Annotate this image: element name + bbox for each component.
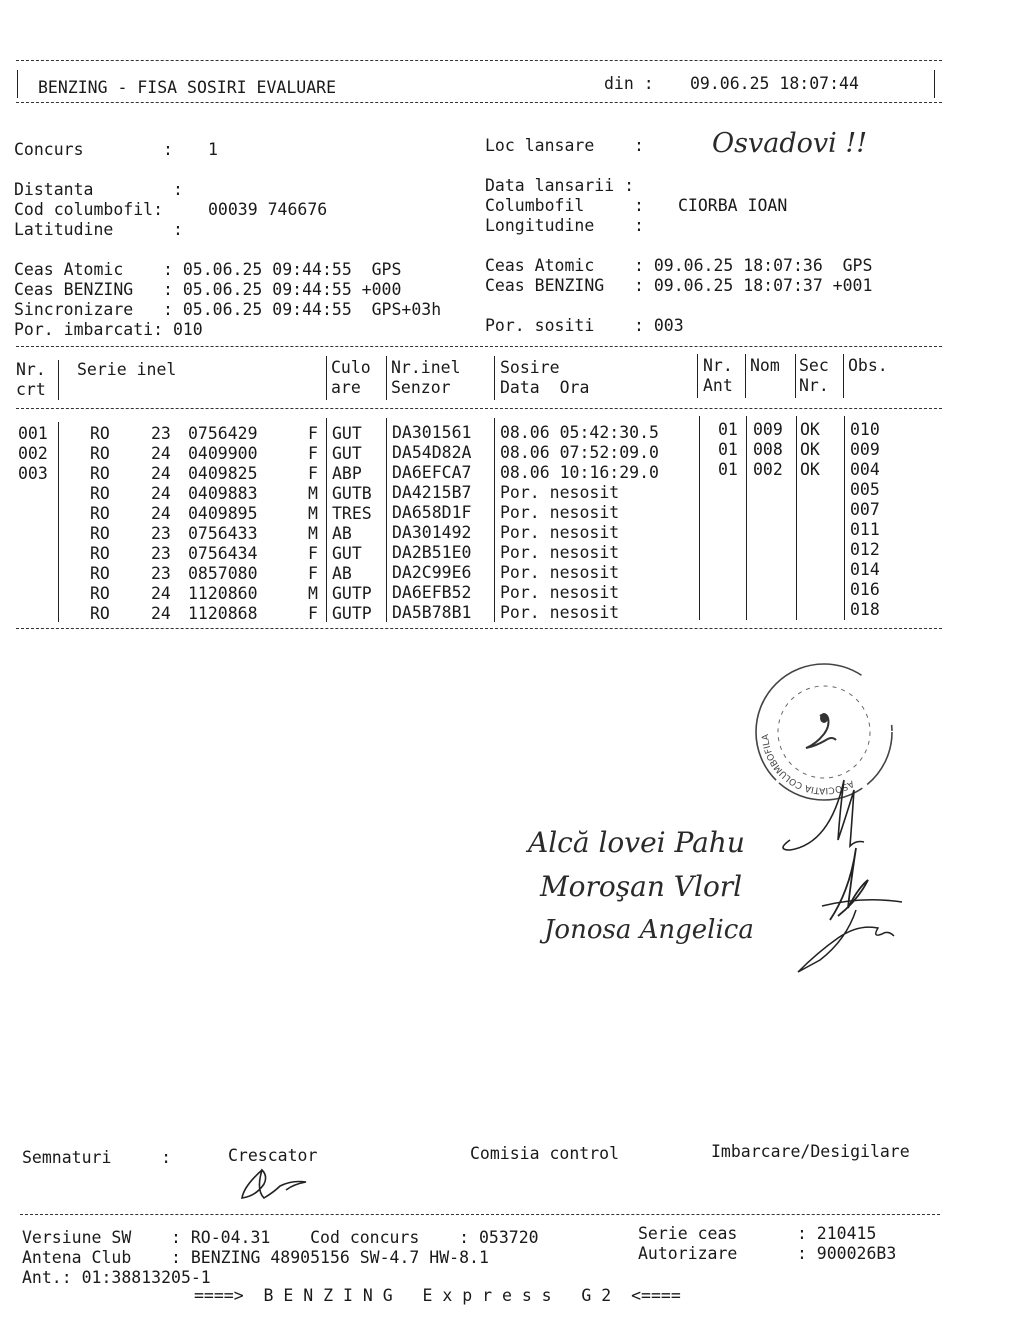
cell-an: 24 xyxy=(151,444,171,463)
cell-sosire: 08.06 05:42:30.5 xyxy=(500,423,659,442)
col-nr-head-2: crt xyxy=(16,380,46,399)
cell-senzor: DA6EFB52 xyxy=(392,583,472,602)
cell-obs: 009 xyxy=(850,440,880,459)
cell-obs: 018 xyxy=(850,600,880,619)
col-sep-header-7 xyxy=(795,354,796,398)
cell-inel: 1120860 xyxy=(188,584,258,603)
cell-sosire: 08.06 07:52:09.0 xyxy=(500,443,659,462)
cell-sosire: Por. nesosit xyxy=(500,483,620,502)
cell-culoare: AB xyxy=(332,524,352,543)
cell-sex: M xyxy=(308,504,318,523)
nr-crt-2: 002 xyxy=(18,444,48,463)
distanta-label: Distanta : xyxy=(14,180,183,199)
col-inel-head-1: Nr.inel xyxy=(391,358,461,377)
cell-tara: RO xyxy=(90,544,110,563)
col-sep-2 xyxy=(326,418,327,622)
cell-culoare: GUTP xyxy=(332,584,372,603)
cell-inel: 0409825 xyxy=(188,464,258,483)
report-title: BENZING - FISA SOSIRI EVALUARE xyxy=(38,78,337,97)
clock-left-atomic: Ceas Atomic : 05.06.25 09:44:55 GPS xyxy=(14,260,402,279)
col-serie-head: Serie inel xyxy=(77,360,177,379)
footer-serie-ceas: Serie ceas : 210415 xyxy=(638,1224,877,1243)
cell-tara: RO xyxy=(90,484,110,503)
cell-nom: 008 xyxy=(753,440,783,459)
cell-tara: RO xyxy=(90,464,110,483)
cell-senzor: DA2B51E0 xyxy=(392,543,472,562)
longitudine-label: Longitudine : xyxy=(485,216,644,235)
cell-sex: F xyxy=(308,444,318,463)
cell-culoare: ABP xyxy=(332,464,362,483)
cell-obs: 011 xyxy=(850,520,880,539)
table-header-rule xyxy=(16,408,942,409)
cell-obs: 004 xyxy=(850,460,880,479)
footer-banner: ====> B E N Z I N G E x p r e s s G 2 <==== xyxy=(194,1286,681,1305)
cell-nom: 002 xyxy=(753,460,783,479)
col-sep-3 xyxy=(386,418,387,622)
col-sep-5 xyxy=(699,416,700,620)
crescator-label: Crescator xyxy=(228,1146,318,1165)
col-nr-head-1: Nr. xyxy=(16,360,46,379)
cell-an: 23 xyxy=(151,544,171,563)
col-culoare-head-1: Culo xyxy=(331,358,371,377)
cell-ant: 01 xyxy=(718,420,738,439)
columbofil-value: CIORBA IOAN xyxy=(678,196,788,215)
cell-ant: 01 xyxy=(718,440,738,459)
cell-obs: 007 xyxy=(850,500,880,519)
loc-lansare-label: Loc lansare : xyxy=(485,136,644,155)
cell-culoare: AB xyxy=(332,564,352,583)
cell-obs: 012 xyxy=(850,540,880,559)
cell-an: 24 xyxy=(151,464,171,483)
cell-sex: M xyxy=(308,484,318,503)
cell-obs: 016 xyxy=(850,580,880,599)
col-sep-1 xyxy=(58,422,59,622)
cell-culoare: GUTB xyxy=(332,484,372,503)
cell-sosire: Por. nesosit xyxy=(500,503,620,522)
semnaturi-label: Semnaturi : xyxy=(22,1148,172,1167)
report-date-label: din : xyxy=(604,74,654,93)
commission-name-1: Alcă lovei Pahu xyxy=(528,826,745,859)
footer-antena: Antena Club : BENZING 48905156 SW-4.7 HW-8.1 xyxy=(22,1248,489,1267)
col-sep-4 xyxy=(494,418,495,622)
nr-crt-3: 003 xyxy=(18,464,48,483)
cell-inel: 0409883 xyxy=(188,484,258,503)
footer-autorizare: Autorizare : 900026B3 xyxy=(638,1244,897,1263)
cell-tara: RO xyxy=(90,524,110,543)
cell-an: 24 xyxy=(151,584,171,603)
cell-sosire: 08.06 10:16:29.0 xyxy=(500,463,659,482)
cell-an: 24 xyxy=(151,484,171,503)
table-bottom-rule xyxy=(16,628,942,629)
commission-name-2: Moroşan Vlorl xyxy=(540,870,743,903)
cell-sex: M xyxy=(308,584,318,603)
col-sosire-head-2: Data Ora xyxy=(500,378,590,397)
cell-sec: OK xyxy=(800,440,820,459)
col-sep-header-8 xyxy=(843,354,844,398)
cell-tara: RO xyxy=(90,564,110,583)
cell-obs: 005 xyxy=(850,480,880,499)
cod-columbofil-value: 00039 746676 xyxy=(208,200,328,219)
cod-columbofil-label: Cod columbofil: xyxy=(14,200,164,219)
cell-sosire: Por. nesosit xyxy=(500,523,620,542)
report-date-value: 09.06.25 18:07:44 xyxy=(690,74,859,93)
cell-senzor: DA6EFCA7 xyxy=(392,463,472,482)
cell-senzor: DA54D82A xyxy=(392,443,472,462)
cell-sex: M xyxy=(308,524,318,543)
col-sep-7 xyxy=(796,416,797,620)
cell-ant: 01 xyxy=(718,460,738,479)
cell-senzor: DA658D1F xyxy=(392,503,472,522)
concurs-label: Concurs : xyxy=(14,140,173,159)
columbofil-label: Columbofil : xyxy=(485,196,644,215)
imbarcare-desigilare-label: Imbarcare/Desigilare xyxy=(711,1142,910,1161)
col-nom-head: Nom xyxy=(750,356,780,375)
cell-culoare: GUT xyxy=(332,424,362,443)
nr-crt-1: 001 xyxy=(18,424,48,443)
cell-sex: F xyxy=(308,564,318,583)
cell-inel: 0409895 xyxy=(188,504,258,523)
table-top-rule xyxy=(16,346,942,347)
cell-obs: 010 xyxy=(850,420,880,439)
col-sec-head-2: Nr. xyxy=(799,376,829,395)
cell-inel: 0857080 xyxy=(188,564,258,583)
col-ant-head-2: Ant xyxy=(703,376,733,395)
cell-culoare: TRES xyxy=(332,504,372,523)
cell-sex: F xyxy=(308,464,318,483)
cell-senzor: DA4215B7 xyxy=(392,483,472,502)
cell-inel: 0756434 xyxy=(188,544,258,563)
col-sep-8 xyxy=(844,416,845,620)
col-sep-header-6 xyxy=(745,354,746,398)
cell-tara: RO xyxy=(90,584,110,603)
header-right-bar xyxy=(934,70,935,98)
cell-inel: 0409900 xyxy=(188,444,258,463)
cell-tara: RO xyxy=(90,504,110,523)
cell-senzor: DA301561 xyxy=(392,423,472,442)
cell-tara: RO xyxy=(90,604,110,623)
cell-sex: F xyxy=(308,604,318,623)
por-sositi: Por. sositi : 003 xyxy=(485,316,684,335)
cell-inel: 0756433 xyxy=(188,524,258,543)
por-imbarcati: Por. imbarcati: 010 xyxy=(14,320,203,339)
data-lansarii-label: Data lansarii : xyxy=(485,176,635,195)
comisia-control-label: Comisia control xyxy=(470,1144,620,1163)
footer-versiune: Versiune SW : RO-04.31 Cod concurs : 053720 xyxy=(22,1228,539,1247)
cell-sec: OK xyxy=(800,420,820,439)
cell-an: 23 xyxy=(151,524,171,543)
col-ant-head-1: Nr. xyxy=(703,356,733,375)
col-sep-header-2 xyxy=(326,356,327,400)
clock-right-atomic: Ceas Atomic : 09.06.25 18:07:36 GPS xyxy=(485,256,873,275)
col-sep-header-3 xyxy=(386,356,387,400)
clock-left-benzing: Ceas BENZING : 05.06.25 09:44:55 +000 xyxy=(14,280,402,299)
cell-inel: 1120868 xyxy=(188,604,258,623)
cell-sosire: Por. nesosit xyxy=(500,583,620,602)
cell-an: 23 xyxy=(151,424,171,443)
col-sep-header-5 xyxy=(697,354,698,398)
crescator-signature xyxy=(236,1166,326,1206)
col-sep-header-4 xyxy=(494,356,495,400)
col-inel-head-2: Senzor xyxy=(391,378,451,397)
footer-rule xyxy=(20,1214,940,1215)
cell-culoare: GUT xyxy=(332,544,362,563)
cell-sex: F xyxy=(308,544,318,563)
cell-sosire: Por. nesosit xyxy=(500,563,620,582)
cell-senzor: DA301492 xyxy=(392,523,472,542)
col-sep-header-1 xyxy=(58,360,59,400)
cell-tara: RO xyxy=(90,424,110,443)
cell-an: 24 xyxy=(151,504,171,523)
cell-sosire: Por. nesosit xyxy=(500,603,620,622)
cell-senzor: DA5B78B1 xyxy=(392,603,472,622)
col-sec-head-1: Sec xyxy=(799,356,829,375)
col-sosire-head-1: Sosire xyxy=(500,358,560,377)
cell-sex: F xyxy=(308,424,318,443)
col-obs-head: Obs. xyxy=(848,356,888,375)
cell-an: 24 xyxy=(151,604,171,623)
clock-right-benzing: Ceas BENZING : 09.06.25 18:07:37 +001 xyxy=(485,276,873,295)
cell-senzor: DA2C99E6 xyxy=(392,563,472,582)
cell-an: 23 xyxy=(151,564,171,583)
cell-sosire: Por. nesosit xyxy=(500,543,620,562)
header-left-bar xyxy=(17,70,18,98)
cell-tara: RO xyxy=(90,444,110,463)
cell-culoare: GUTP xyxy=(332,604,372,623)
header-bottom-rule xyxy=(16,102,942,103)
cell-obs: 014 xyxy=(850,560,880,579)
col-culoare-head-2: are xyxy=(331,378,361,397)
concurs-value: 1 xyxy=(208,140,218,159)
col-sep-6 xyxy=(746,416,747,620)
commission-signature-strokes xyxy=(760,770,920,980)
stamp-text: ASOCIATIA COLUMBOFILA xyxy=(760,733,856,796)
loc-lansare-handwriting: Osvadovi !! xyxy=(712,128,868,159)
commission-name-3: Jonosa Angelica xyxy=(544,915,754,945)
cell-inel: 0756429 xyxy=(188,424,258,443)
latitudine-label: Latitudine : xyxy=(14,220,183,239)
cell-nom: 009 xyxy=(753,420,783,439)
cell-sec: OK xyxy=(800,460,820,479)
clock-left-sincronizare: Sincronizare : 05.06.25 09:44:55 GPS+03h xyxy=(14,300,442,319)
cell-culoare: GUT xyxy=(332,444,362,463)
footer-ant: Ant.: 01:38813205-1 xyxy=(22,1268,211,1287)
header-top-rule xyxy=(16,60,942,61)
